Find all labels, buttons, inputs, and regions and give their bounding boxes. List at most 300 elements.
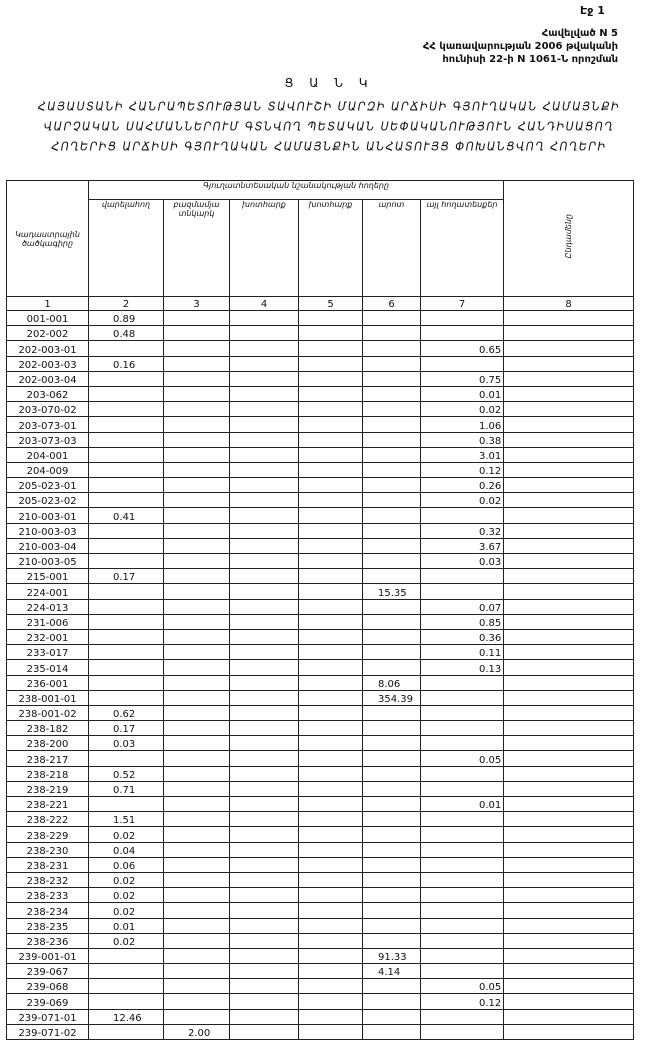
arable-cell: 0.02 bbox=[89, 827, 164, 842]
table-row bbox=[7, 478, 634, 493]
arable-cell bbox=[89, 402, 164, 417]
perennial-cell bbox=[164, 827, 230, 842]
other-land-cell: 0.85 bbox=[421, 614, 504, 629]
pasture-cell bbox=[363, 478, 421, 493]
col-num-1: 1 bbox=[7, 297, 89, 311]
other-land-cell bbox=[421, 1009, 504, 1024]
other-land-cell: 3.67 bbox=[421, 538, 504, 553]
hayfield-cell bbox=[230, 827, 299, 842]
header-agricultural-group: Գյուղատնտեսական նշանակության հողերը bbox=[89, 181, 504, 200]
other-land-cell: 0.12 bbox=[421, 994, 504, 1009]
hayfield-cell bbox=[230, 629, 299, 644]
pasture-cell bbox=[363, 341, 421, 356]
perennial-cell bbox=[164, 842, 230, 857]
arable-cell: 0.71 bbox=[89, 781, 164, 796]
other-land-cell bbox=[421, 569, 504, 584]
total-cell bbox=[504, 493, 634, 508]
pasture-cell bbox=[363, 781, 421, 796]
other-land-cell bbox=[421, 584, 504, 599]
cadastral-code-cell: 238-230 bbox=[7, 842, 89, 857]
arable-cell: 0.02 bbox=[89, 888, 164, 903]
hayfield-cell bbox=[230, 781, 299, 796]
hayfield-2-cell bbox=[299, 721, 363, 736]
perennial-cell bbox=[164, 508, 230, 523]
pasture-cell bbox=[363, 842, 421, 857]
hayfield-cell bbox=[230, 356, 299, 371]
hayfield-cell bbox=[230, 538, 299, 553]
other-land-cell bbox=[421, 311, 504, 326]
table-row bbox=[7, 948, 634, 963]
col-num-6: 6 bbox=[363, 297, 421, 311]
table-row bbox=[7, 979, 634, 994]
cadastral-code-cell: 238-222 bbox=[7, 812, 89, 827]
hayfield-cell bbox=[230, 888, 299, 903]
arable-cell bbox=[89, 538, 164, 553]
other-land-cell: 0.12 bbox=[421, 462, 504, 477]
arable-cell: 0.02 bbox=[89, 903, 164, 918]
pasture-cell bbox=[363, 918, 421, 933]
cadastral-code-cell: 239-068 bbox=[7, 979, 89, 994]
total-cell bbox=[504, 629, 634, 644]
cadastral-code-cell: 238-232 bbox=[7, 872, 89, 887]
other-land-cell: 0.02 bbox=[421, 402, 504, 417]
table-row bbox=[7, 964, 634, 979]
hayfield-cell bbox=[230, 690, 299, 705]
table-row bbox=[7, 857, 634, 872]
perennial-cell bbox=[164, 766, 230, 781]
other-land-cell: 3.01 bbox=[421, 447, 504, 462]
col-num-3: 3 bbox=[164, 297, 230, 311]
other-land-cell: 0.13 bbox=[421, 660, 504, 675]
other-land-cell: 0.32 bbox=[421, 523, 504, 538]
total-cell bbox=[504, 827, 634, 842]
table-row bbox=[7, 903, 634, 918]
hayfield-cell bbox=[230, 614, 299, 629]
arable-cell bbox=[89, 371, 164, 386]
total-cell bbox=[504, 797, 634, 812]
pasture-cell: 8.06 bbox=[363, 675, 421, 690]
header-arable: վարելահող bbox=[89, 200, 164, 297]
perennial-cell bbox=[164, 979, 230, 994]
hayfield-2-cell bbox=[299, 462, 363, 477]
pasture-cell bbox=[363, 402, 421, 417]
hayfield-2-cell bbox=[299, 690, 363, 705]
table-row bbox=[7, 1024, 634, 1039]
cadastral-code-cell: 239-067 bbox=[7, 964, 89, 979]
cadastral-code-cell: 001-001 bbox=[7, 311, 89, 326]
arable-cell bbox=[89, 462, 164, 477]
table-row bbox=[7, 645, 634, 660]
cadastral-code-cell: 205-023-02 bbox=[7, 493, 89, 508]
other-land-cell bbox=[421, 508, 504, 523]
hayfield-cell bbox=[230, 326, 299, 341]
arable-cell: 0.03 bbox=[89, 736, 164, 751]
arable-cell bbox=[89, 447, 164, 462]
heading-line-3: ՀՈՂԵՐԻՑ ԱՐՃԻՍԻ ԳՅՈՒՂԱԿԱՆ ՀԱՄԱՅՆՔԻՆ ԱՆՀԱՏՈՒՅՑ ՓՈԽԱՆՑՎՈՂ ՀՈՂԵՐԻ bbox=[51, 139, 607, 154]
cadastral-code-cell: 233-017 bbox=[7, 645, 89, 660]
total-cell bbox=[504, 599, 634, 614]
pasture-cell bbox=[363, 386, 421, 401]
pasture-cell bbox=[363, 629, 421, 644]
hayfield-2-cell bbox=[299, 523, 363, 538]
appendix-line-2: ՀՀ կառավարության 2006 թվականի bbox=[422, 41, 618, 52]
table-row bbox=[7, 341, 634, 356]
pasture-cell bbox=[363, 326, 421, 341]
hayfield-cell bbox=[230, 675, 299, 690]
arable-cell bbox=[89, 1024, 164, 1039]
arable-cell: 0.02 bbox=[89, 933, 164, 948]
other-land-cell bbox=[421, 827, 504, 842]
hayfield-cell bbox=[230, 797, 299, 812]
cadastral-code-cell: 224-001 bbox=[7, 584, 89, 599]
other-land-cell bbox=[421, 964, 504, 979]
total-cell bbox=[504, 979, 634, 994]
table-row bbox=[7, 584, 634, 599]
other-land-cell: 0.75 bbox=[421, 371, 504, 386]
perennial-cell bbox=[164, 417, 230, 432]
header-pasture: արոտ bbox=[363, 200, 421, 297]
total-cell bbox=[504, 721, 634, 736]
total-cell bbox=[504, 705, 634, 720]
land-table bbox=[6, 180, 634, 1040]
pasture-cell bbox=[363, 751, 421, 766]
table-row bbox=[7, 660, 634, 675]
cadastral-code-cell: 238-200 bbox=[7, 736, 89, 751]
cadastral-code-cell: 215-001 bbox=[7, 569, 89, 584]
total-cell bbox=[504, 903, 634, 918]
table-row bbox=[7, 629, 634, 644]
cadastral-code-cell: 236-001 bbox=[7, 675, 89, 690]
perennial-cell bbox=[164, 326, 230, 341]
perennial-cell bbox=[164, 311, 230, 326]
hayfield-cell bbox=[230, 1024, 299, 1039]
hayfield-cell bbox=[230, 903, 299, 918]
col-num-8: 8 bbox=[504, 297, 634, 311]
perennial-cell bbox=[164, 447, 230, 462]
hayfield-2-cell bbox=[299, 538, 363, 553]
hayfield-2-cell bbox=[299, 417, 363, 432]
pasture-cell bbox=[363, 872, 421, 887]
hayfield-cell bbox=[230, 766, 299, 781]
hayfield-cell bbox=[230, 584, 299, 599]
total-cell bbox=[504, 402, 634, 417]
hayfield-2-cell bbox=[299, 872, 363, 887]
hayfield-cell bbox=[230, 994, 299, 1009]
col-num-7: 7 bbox=[421, 297, 504, 311]
cadastral-code-cell: 238-001-02 bbox=[7, 705, 89, 720]
pasture-cell bbox=[363, 660, 421, 675]
other-land-cell: 0.05 bbox=[421, 979, 504, 994]
hayfield-2-cell bbox=[299, 766, 363, 781]
other-land-cell: 0.01 bbox=[421, 797, 504, 812]
arable-cell bbox=[89, 675, 164, 690]
arable-cell bbox=[89, 341, 164, 356]
pasture-cell bbox=[363, 812, 421, 827]
table-row bbox=[7, 736, 634, 751]
arable-cell: 12.46 bbox=[89, 1009, 164, 1024]
total-cell bbox=[504, 447, 634, 462]
hayfield-2-cell bbox=[299, 326, 363, 341]
arable-cell bbox=[89, 432, 164, 447]
perennial-cell bbox=[164, 341, 230, 356]
perennial-cell bbox=[164, 386, 230, 401]
other-land-cell bbox=[421, 1024, 504, 1039]
hayfield-2-cell bbox=[299, 918, 363, 933]
header-cadastral-code: Կադաստրային ծածկագիրը bbox=[7, 181, 89, 297]
arable-cell bbox=[89, 964, 164, 979]
arable-cell: 1.51 bbox=[89, 812, 164, 827]
other-land-cell: 0.36 bbox=[421, 629, 504, 644]
table-row bbox=[7, 447, 634, 462]
total-cell bbox=[504, 614, 634, 629]
perennial-cell bbox=[164, 523, 230, 538]
hayfield-2-cell bbox=[299, 569, 363, 584]
total-cell bbox=[504, 766, 634, 781]
total-cell bbox=[504, 888, 634, 903]
hayfield-cell bbox=[230, 918, 299, 933]
other-land-cell bbox=[421, 857, 504, 872]
perennial-cell bbox=[164, 903, 230, 918]
arable-cell bbox=[89, 523, 164, 538]
cadastral-code-cell: 203-073-01 bbox=[7, 417, 89, 432]
cadastral-code-cell: 238-219 bbox=[7, 781, 89, 796]
perennial-cell bbox=[164, 705, 230, 720]
total-cell bbox=[504, 311, 634, 326]
perennial-cell bbox=[164, 948, 230, 963]
other-land-cell bbox=[421, 356, 504, 371]
total-cell bbox=[504, 842, 634, 857]
hayfield-cell bbox=[230, 812, 299, 827]
total-cell bbox=[504, 356, 634, 371]
hayfield-2-cell bbox=[299, 311, 363, 326]
hayfield-cell bbox=[230, 842, 299, 857]
cadastral-code-cell: 239-071-02 bbox=[7, 1024, 89, 1039]
other-land-cell bbox=[421, 766, 504, 781]
other-land-cell bbox=[421, 736, 504, 751]
table-row bbox=[7, 493, 634, 508]
arable-cell: 0.01 bbox=[89, 918, 164, 933]
total-cell bbox=[504, 1024, 634, 1039]
perennial-cell bbox=[164, 645, 230, 660]
perennial-cell bbox=[164, 614, 230, 629]
arable-cell bbox=[89, 994, 164, 1009]
hayfield-2-cell bbox=[299, 660, 363, 675]
hayfield-cell bbox=[230, 523, 299, 538]
table-row bbox=[7, 751, 634, 766]
perennial-cell bbox=[164, 721, 230, 736]
arable-cell bbox=[89, 584, 164, 599]
col-num-2: 2 bbox=[89, 297, 164, 311]
hayfield-cell bbox=[230, 705, 299, 720]
arable-cell: 0.04 bbox=[89, 842, 164, 857]
hayfield-2-cell bbox=[299, 432, 363, 447]
cadastral-code-cell: 202-003-01 bbox=[7, 341, 89, 356]
other-land-cell bbox=[421, 675, 504, 690]
hayfield-2-cell bbox=[299, 888, 363, 903]
table-row bbox=[7, 599, 634, 614]
arable-cell bbox=[89, 690, 164, 705]
cadastral-code-cell: 202-003-03 bbox=[7, 356, 89, 371]
cadastral-code-cell: 238-235 bbox=[7, 918, 89, 933]
table-row bbox=[7, 554, 634, 569]
total-cell bbox=[504, 964, 634, 979]
total-cell bbox=[504, 523, 634, 538]
header-hayfield: խոտհարք bbox=[230, 200, 299, 297]
total-cell bbox=[504, 462, 634, 477]
hayfield-cell bbox=[230, 872, 299, 887]
arable-cell bbox=[89, 797, 164, 812]
arable-cell: 0.89 bbox=[89, 311, 164, 326]
hayfield-2-cell bbox=[299, 356, 363, 371]
pasture-cell bbox=[363, 903, 421, 918]
cadastral-code-cell: 232-001 bbox=[7, 629, 89, 644]
total-cell bbox=[504, 994, 634, 1009]
hayfield-2-cell bbox=[299, 386, 363, 401]
hayfield-2-cell bbox=[299, 797, 363, 812]
hayfield-cell bbox=[230, 721, 299, 736]
other-land-cell bbox=[421, 903, 504, 918]
table-row bbox=[7, 371, 634, 386]
arable-cell bbox=[89, 599, 164, 614]
total-cell bbox=[504, 508, 634, 523]
pasture-cell bbox=[363, 766, 421, 781]
other-land-cell bbox=[421, 888, 504, 903]
total-cell bbox=[504, 933, 634, 948]
column-number-row bbox=[7, 297, 634, 311]
table-row bbox=[7, 842, 634, 857]
pasture-cell bbox=[363, 827, 421, 842]
cadastral-code-cell: 202-003-04 bbox=[7, 371, 89, 386]
pasture-cell: 91.33 bbox=[363, 948, 421, 963]
hayfield-cell bbox=[230, 311, 299, 326]
hayfield-cell bbox=[230, 569, 299, 584]
table-row bbox=[7, 872, 634, 887]
perennial-cell bbox=[164, 356, 230, 371]
hayfield-2-cell bbox=[299, 705, 363, 720]
perennial-cell bbox=[164, 660, 230, 675]
total-cell bbox=[504, 872, 634, 887]
header-perennial: բազմամյա տնկարկ bbox=[164, 200, 230, 297]
total-cell bbox=[504, 478, 634, 493]
pasture-cell bbox=[363, 1009, 421, 1024]
hayfield-cell bbox=[230, 554, 299, 569]
table-row bbox=[7, 432, 634, 447]
perennial-cell bbox=[164, 432, 230, 447]
perennial-cell bbox=[164, 675, 230, 690]
pasture-cell bbox=[363, 888, 421, 903]
hayfield-2-cell bbox=[299, 933, 363, 948]
hayfield-2-cell bbox=[299, 948, 363, 963]
table-row bbox=[7, 933, 634, 948]
header-other-land: այլ հողատեսքեր bbox=[421, 200, 504, 297]
hayfield-cell bbox=[230, 736, 299, 751]
perennial-cell bbox=[164, 478, 230, 493]
pasture-cell: 15.35 bbox=[363, 584, 421, 599]
pasture-cell bbox=[363, 857, 421, 872]
hayfield-2-cell bbox=[299, 979, 363, 994]
table-row bbox=[7, 538, 634, 553]
table-row bbox=[7, 356, 634, 371]
page-number: Էջ 1 bbox=[580, 4, 605, 17]
total-cell bbox=[504, 417, 634, 432]
arable-cell bbox=[89, 751, 164, 766]
arable-cell bbox=[89, 386, 164, 401]
arable-cell bbox=[89, 478, 164, 493]
arable-cell: 0.17 bbox=[89, 569, 164, 584]
table-row bbox=[7, 386, 634, 401]
hayfield-cell bbox=[230, 478, 299, 493]
arable-cell: 0.41 bbox=[89, 508, 164, 523]
hayfield-2-cell bbox=[299, 493, 363, 508]
cadastral-code-cell: 238-001-01 bbox=[7, 690, 89, 705]
perennial-cell bbox=[164, 918, 230, 933]
other-land-cell bbox=[421, 690, 504, 705]
other-land-cell bbox=[421, 781, 504, 796]
hayfield-cell bbox=[230, 402, 299, 417]
header-total bbox=[504, 181, 634, 297]
perennial-cell: 2.00 bbox=[164, 1024, 230, 1039]
cadastral-code-cell: 235-014 bbox=[7, 660, 89, 675]
hayfield-2-cell bbox=[299, 736, 363, 751]
perennial-cell bbox=[164, 933, 230, 948]
hayfield-cell bbox=[230, 447, 299, 462]
total-cell bbox=[504, 569, 634, 584]
header-hayfield-2: խոտհարք bbox=[299, 200, 363, 297]
table-row bbox=[7, 781, 634, 796]
hayfield-cell bbox=[230, 432, 299, 447]
perennial-cell bbox=[164, 493, 230, 508]
other-land-cell bbox=[421, 812, 504, 827]
pasture-cell bbox=[363, 736, 421, 751]
arable-cell bbox=[89, 614, 164, 629]
pasture-cell bbox=[363, 797, 421, 812]
hayfield-2-cell bbox=[299, 599, 363, 614]
arable-cell: 0.62 bbox=[89, 705, 164, 720]
cadastral-code-cell: 238-229 bbox=[7, 827, 89, 842]
hayfield-cell bbox=[230, 979, 299, 994]
total-cell bbox=[504, 812, 634, 827]
perennial-cell bbox=[164, 781, 230, 796]
cadastral-code-cell: 239-001-01 bbox=[7, 948, 89, 963]
perennial-cell bbox=[164, 371, 230, 386]
total-cell bbox=[504, 645, 634, 660]
pasture-cell bbox=[363, 356, 421, 371]
heading-line-2: ՎԱՐՉԱԿԱՆ ՍԱՀՄԱՆՆԵՐՈՒՄ ԳՏՆՎՈՂ ՊԵՏԱԿԱՆ ՍԵՓԱԿԱՆՈՒԹՅՈՒՆ ՀԱՆԴԻՍԱՑՈՂ bbox=[43, 119, 615, 134]
perennial-cell bbox=[164, 797, 230, 812]
arable-cell: 0.16 bbox=[89, 356, 164, 371]
cadastral-code-cell: 210-003-03 bbox=[7, 523, 89, 538]
cadastral-code-cell: 203-070-02 bbox=[7, 402, 89, 417]
total-cell bbox=[504, 386, 634, 401]
cadastral-code-cell: 204-001 bbox=[7, 447, 89, 462]
hayfield-2-cell bbox=[299, 1009, 363, 1024]
total-cell bbox=[504, 371, 634, 386]
table-row bbox=[7, 1009, 634, 1024]
cadastral-code-cell: 205-023-01 bbox=[7, 478, 89, 493]
arable-cell bbox=[89, 629, 164, 644]
pasture-cell bbox=[363, 645, 421, 660]
pasture-cell bbox=[363, 979, 421, 994]
perennial-cell bbox=[164, 857, 230, 872]
cadastral-code-cell: 202-002 bbox=[7, 326, 89, 341]
pasture-cell: 354.39 bbox=[363, 690, 421, 705]
other-land-cell: 0.38 bbox=[421, 432, 504, 447]
hayfield-cell bbox=[230, 508, 299, 523]
total-cell bbox=[504, 948, 634, 963]
pasture-cell bbox=[363, 417, 421, 432]
table-row bbox=[7, 614, 634, 629]
perennial-cell bbox=[164, 584, 230, 599]
